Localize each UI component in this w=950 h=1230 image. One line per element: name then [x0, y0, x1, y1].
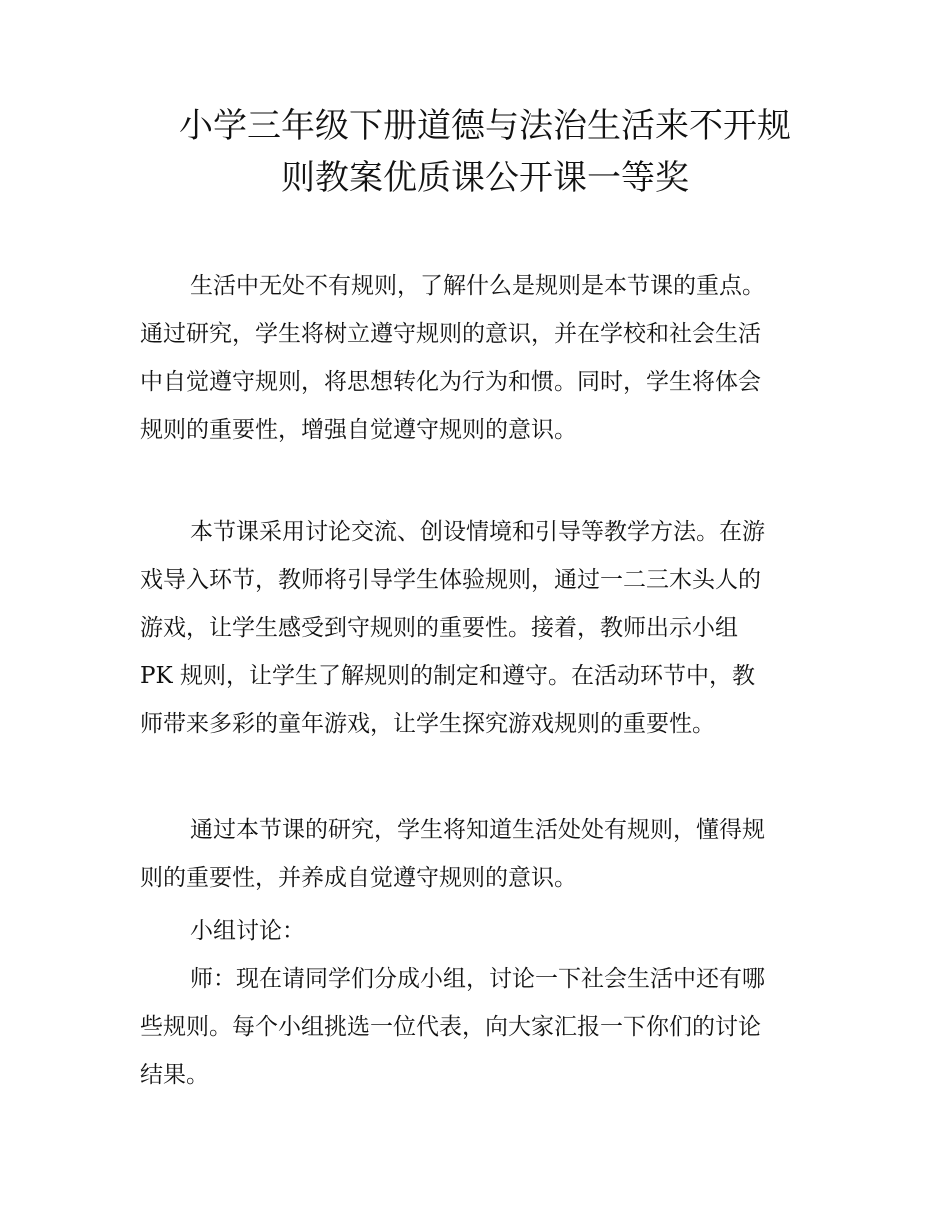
paragraph-line: PK 规则，让学生了解规则的制定和遵守。在活动环节中，教	[140, 663, 755, 689]
paragraph-line: 结果。	[140, 1062, 209, 1088]
paragraph-line: 戏导入环节，教师将引导学生体验规则，通过一二三木头人的	[140, 567, 761, 593]
title-line-2: 则教案优质课公开课一等奖	[281, 158, 689, 198]
paragraph-line: 游戏，让学生感受到守规则的重要性。接着，教师出示小组	[140, 615, 738, 641]
paragraph-outcome	[140, 806, 820, 902]
paragraph-line: 小组讨论：	[190, 918, 305, 944]
paragraph-line: 师带来多彩的童年游戏，让学生探究游戏规则的重要性。	[140, 711, 715, 737]
paragraph-line: 些规则。每个小组挑选一位代表，向大家汇报一下你们的讨论	[140, 1014, 761, 1040]
paragraph-line: 则的重要性，并养成自觉遵守规则的意识。	[140, 865, 577, 891]
document-title	[140, 100, 830, 204]
paragraph-line: 通过研究，学生将树立遵守规则的意识，并在学校和社会生活	[140, 321, 761, 347]
paragraph-methods	[140, 508, 820, 748]
paragraph-intro	[140, 262, 820, 454]
paragraph-line: 本节课采用讨论交流、创设情境和引导等教学方法。在游	[190, 519, 765, 545]
group-discussion-heading	[140, 907, 820, 955]
paragraph-teacher	[140, 955, 820, 1099]
title-line-1: 小学三年级下册道德与法治生活来不开规	[179, 106, 791, 146]
paragraph-line: 师：现在请同学们分成小组，讨论一下社会生活中还有哪	[190, 966, 765, 992]
paragraph-line: 生活中无处不有规则，了解什么是规则是本节课的重点。	[190, 273, 765, 299]
paragraph-line: 中自觉遵守规则，将思想转化为行为和惯。同时，学生将体会	[140, 369, 761, 395]
paragraph-line: 通过本节课的研究，学生将知道生活处处有规则，懂得规	[190, 817, 765, 843]
paragraph-line: 规则的重要性，增强自觉遵守规则的意识。	[140, 417, 577, 443]
